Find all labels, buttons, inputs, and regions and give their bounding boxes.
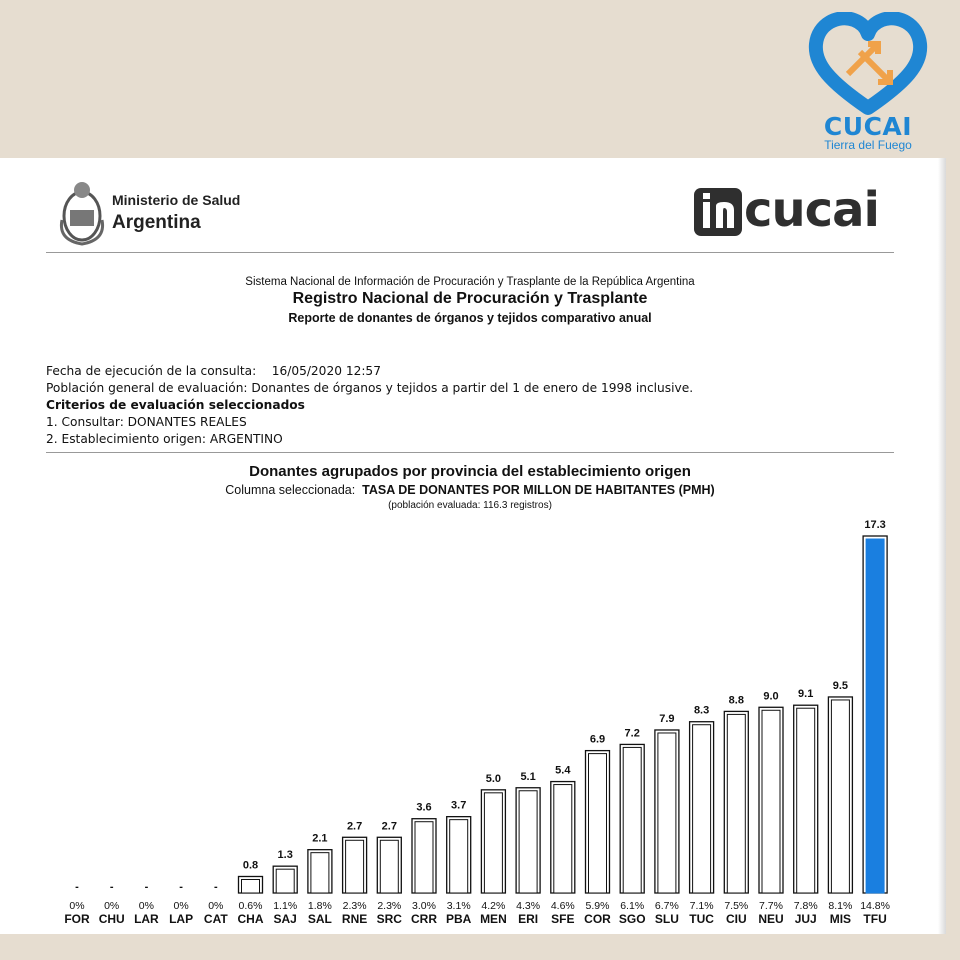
chart-column-label: Columna seleccionada:	[225, 483, 356, 497]
category-label: ERI	[518, 912, 539, 926]
category-label: RNE	[341, 912, 368, 926]
bar-percent-label: 2.3%	[377, 900, 402, 912]
bar-percent-label: 0%	[208, 900, 224, 912]
category-label: CHU	[98, 912, 125, 926]
bar-percent-label: 0.6%	[238, 900, 263, 912]
category-label: CRR	[411, 912, 437, 926]
bar-percent-label: 4.3%	[516, 900, 541, 912]
category-label: TFU	[863, 912, 887, 926]
bar-percent-label: 6.1%	[620, 900, 645, 912]
chart-population-note: (población evaluada: 116.3 registros)	[388, 500, 552, 511]
category-label: SFE	[551, 912, 575, 926]
bar-percent-label: 7.5%	[724, 900, 749, 912]
bar-percent-label: 0%	[173, 900, 189, 912]
bar-percent-label: 4.6%	[550, 900, 575, 912]
bar-value-label: 6.9	[589, 733, 606, 746]
category-label: PBA	[446, 912, 472, 926]
bar	[276, 869, 294, 893]
ministry-country: Argentina	[112, 212, 201, 233]
bar-value-label: 3.6	[416, 801, 432, 814]
bar-percent-label: 3.1%	[446, 900, 471, 912]
bar-value-label: 2.7	[346, 820, 363, 833]
category-label: SGO	[618, 912, 646, 926]
bar-value-label: -	[179, 881, 183, 893]
category-label: JUJ	[794, 912, 817, 926]
category-label: NEU	[758, 912, 784, 926]
population-label: Población general de evaluación:	[46, 381, 248, 395]
category-label: MEN	[480, 912, 507, 926]
bar-value-label: 17.3	[864, 519, 886, 531]
bar-value-label: 2.1	[312, 832, 328, 845]
bar-percent-label: 2.3%	[342, 900, 367, 912]
bar	[658, 733, 676, 893]
bar-value-label: 0.8	[242, 859, 259, 872]
bar	[450, 820, 468, 893]
category-label: FOR	[64, 912, 90, 926]
criterion-2: 2. Establecimiento origen: ARGENTINO	[46, 432, 283, 446]
bar	[727, 714, 745, 893]
bar-value-label: 2.7	[381, 820, 397, 833]
query-date-value: 16/05/2020 12:57	[271, 364, 381, 378]
bar	[866, 539, 884, 893]
bar-value-label: 9.0	[763, 690, 779, 703]
category-label: SLU	[654, 912, 679, 926]
category-label: MIS	[829, 912, 852, 926]
bar-percent-label: 3.0%	[412, 900, 436, 912]
category-label: CHA	[237, 912, 264, 926]
category-label: SAL	[307, 912, 332, 926]
report-title: Reporte de donantes de órganos y tejidos comparativo anual	[288, 311, 652, 325]
category-label: CIU	[725, 912, 747, 926]
bar-value-label: 7.2	[624, 727, 640, 740]
ministry-name: Ministerio de Salud	[112, 192, 241, 208]
bar-value-label: -	[213, 881, 218, 893]
bar-value-label: 9.5	[832, 679, 849, 692]
category-label: LAR	[134, 912, 159, 926]
chart-title: Donantes agrupados por provincia del establecimiento origen	[249, 463, 691, 480]
bar	[519, 791, 537, 893]
category-label: COR	[584, 912, 611, 926]
bar-percent-label: 7.8%	[793, 900, 818, 912]
bar	[311, 853, 329, 893]
bar-percent-label: 0%	[138, 900, 154, 912]
criterion-1: 1. Consultar: DONANTES REALES	[46, 415, 247, 429]
bar	[589, 754, 607, 893]
bar-percent-label: 7.7%	[759, 900, 783, 912]
category-label: TUC	[689, 912, 714, 926]
category-label: CAT	[203, 912, 228, 926]
bar-percent-label: 0%	[69, 900, 85, 912]
bar-percent-label: 8.1%	[828, 900, 853, 912]
population-value: Donantes de órganos y tejidos a partir del 1 de enero de 1998 inclusive.	[251, 381, 694, 395]
bar-percent-label: 5.9%	[585, 900, 610, 912]
category-label: LAP	[169, 912, 194, 926]
bar-value-label: -	[75, 881, 79, 893]
bar-percent-label: 0%	[104, 900, 120, 912]
bar-value-label: 5.1	[520, 770, 536, 783]
registry-name: Registro Nacional de Procuración y Trasplante	[292, 290, 648, 307]
bar	[554, 785, 572, 893]
bar-value-label: -	[109, 881, 114, 893]
bar-percent-label: 1.8%	[307, 900, 332, 912]
bar-value-label: 7.9	[659, 712, 675, 725]
cucai-name: CUCAI	[823, 112, 913, 141]
bar-percent-label: 7.1%	[689, 900, 714, 912]
bar	[623, 747, 641, 893]
bar	[346, 840, 364, 893]
query-date-label: Fecha de ejecución de la consulta:	[46, 364, 257, 378]
bar	[380, 840, 398, 893]
bar	[797, 708, 815, 893]
bar-value-label: 5.4	[555, 764, 571, 777]
category-label: SAJ	[273, 912, 297, 926]
cucai-subtitle: Tierra del Fuego	[824, 138, 912, 152]
bar-value-label: 9.1	[798, 688, 814, 701]
bar-value-label: 3.7	[451, 799, 467, 812]
system-name: Sistema Nacional de Información de Procuración y Trasplante de la República Argentina	[245, 276, 695, 288]
incucai-wordmark: cucai	[744, 182, 879, 238]
bar-value-label: 8.8	[728, 694, 744, 707]
bar-value-label: -	[144, 881, 149, 893]
bar	[762, 710, 780, 893]
bar	[831, 700, 849, 893]
criteria-heading: Criterios de evaluación seleccionados	[46, 398, 305, 412]
bar-value-label: 8.3	[693, 704, 710, 717]
category-label: SRC	[376, 912, 402, 926]
bar-value-label: 5.0	[485, 772, 502, 785]
bar-percent-label: 1.1%	[273, 900, 298, 912]
bar	[693, 725, 711, 893]
bar	[484, 793, 502, 893]
bar-value-label: 1.3	[277, 849, 293, 862]
bar	[242, 879, 260, 893]
bar	[415, 822, 433, 893]
chart-column-value: TASA DE DONANTES POR MILLON DE HABITANTES (PMH)	[362, 483, 715, 497]
bar-percent-label: 14.8%	[860, 900, 890, 912]
bar-percent-label: 4.2%	[481, 900, 506, 912]
bar-percent-label: 6.7%	[654, 900, 679, 912]
